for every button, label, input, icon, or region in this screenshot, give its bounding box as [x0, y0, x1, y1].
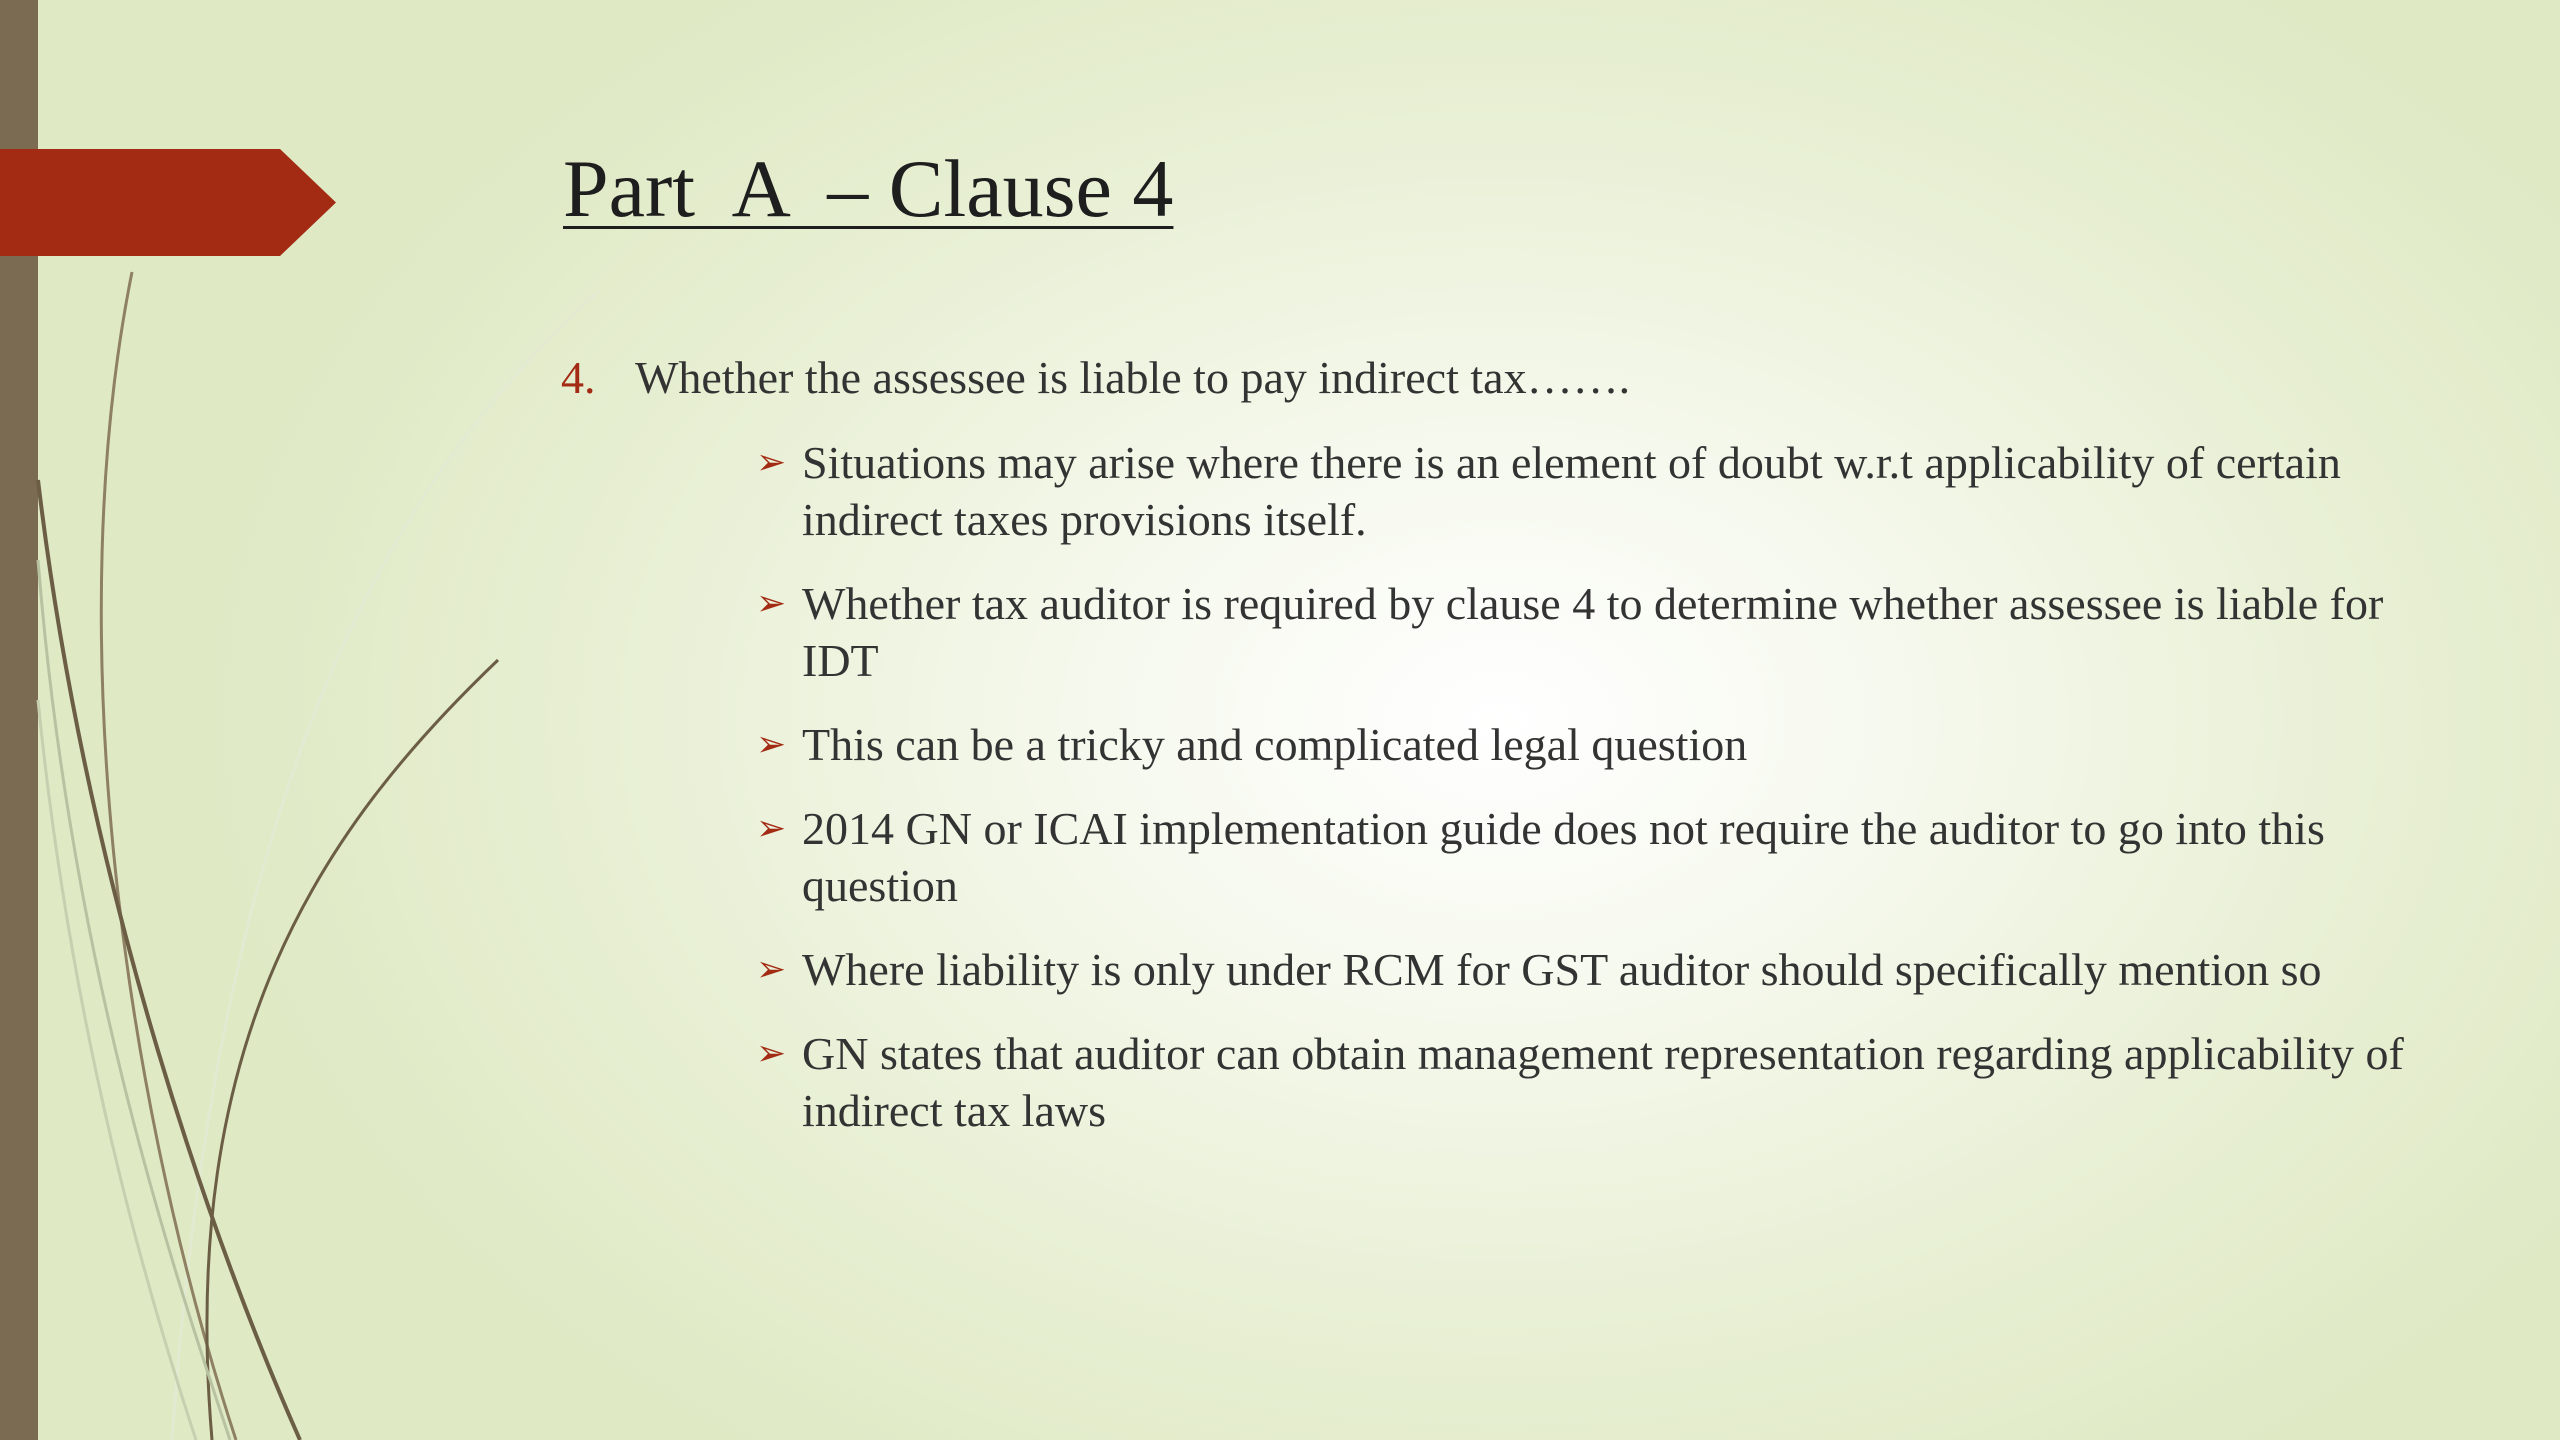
- arrow-bullet-icon: ➢: [756, 724, 787, 765]
- main-item-number: 4.: [561, 352, 596, 403]
- bullet-text: Whether tax auditor is required by clause 4 to determine whether assessee is liable for IDT: [802, 578, 2384, 686]
- bullet-text: Situations may arise where there is an element of doubt w.r.t applicability of certain indirect taxes provisions itself.: [802, 437, 2341, 545]
- bullet-text: Where liability is only under RCM for GST auditor should specifically mention so: [802, 944, 2322, 995]
- arrow-bullet-icon: ➢: [756, 808, 787, 849]
- bullet-item: [756, 575, 2406, 689]
- bullet-item: [756, 716, 2406, 773]
- arrow-bullet-icon: ➢: [756, 442, 787, 483]
- arrow-bullet-icon: ➢: [756, 949, 787, 990]
- bullet-item: [756, 941, 2406, 998]
- main-item-text: Whether the assessee is liable to pay indirect tax…….: [635, 352, 1631, 403]
- arrow-bullet-icon: ➢: [756, 1033, 787, 1074]
- bullet-text: GN states that auditor can obtain management representation regarding applicability of indirect tax laws: [802, 1028, 2404, 1136]
- bullet-list: [756, 434, 2406, 1166]
- slide-title: Part A – Clause 4: [563, 143, 1174, 234]
- arrow-bullet-icon: ➢: [756, 583, 787, 624]
- bullet-text: This can be a tricky and complicated legal question: [802, 719, 1748, 770]
- bullet-item: [756, 434, 2406, 548]
- main-item: [561, 350, 1630, 405]
- bullet-text: 2014 GN or ICAI implementation guide does not require the auditor to go into this question: [802, 803, 2325, 911]
- bullet-item: [756, 1025, 2406, 1139]
- title-accent-arrow: [0, 149, 336, 256]
- bullet-item: [756, 800, 2406, 914]
